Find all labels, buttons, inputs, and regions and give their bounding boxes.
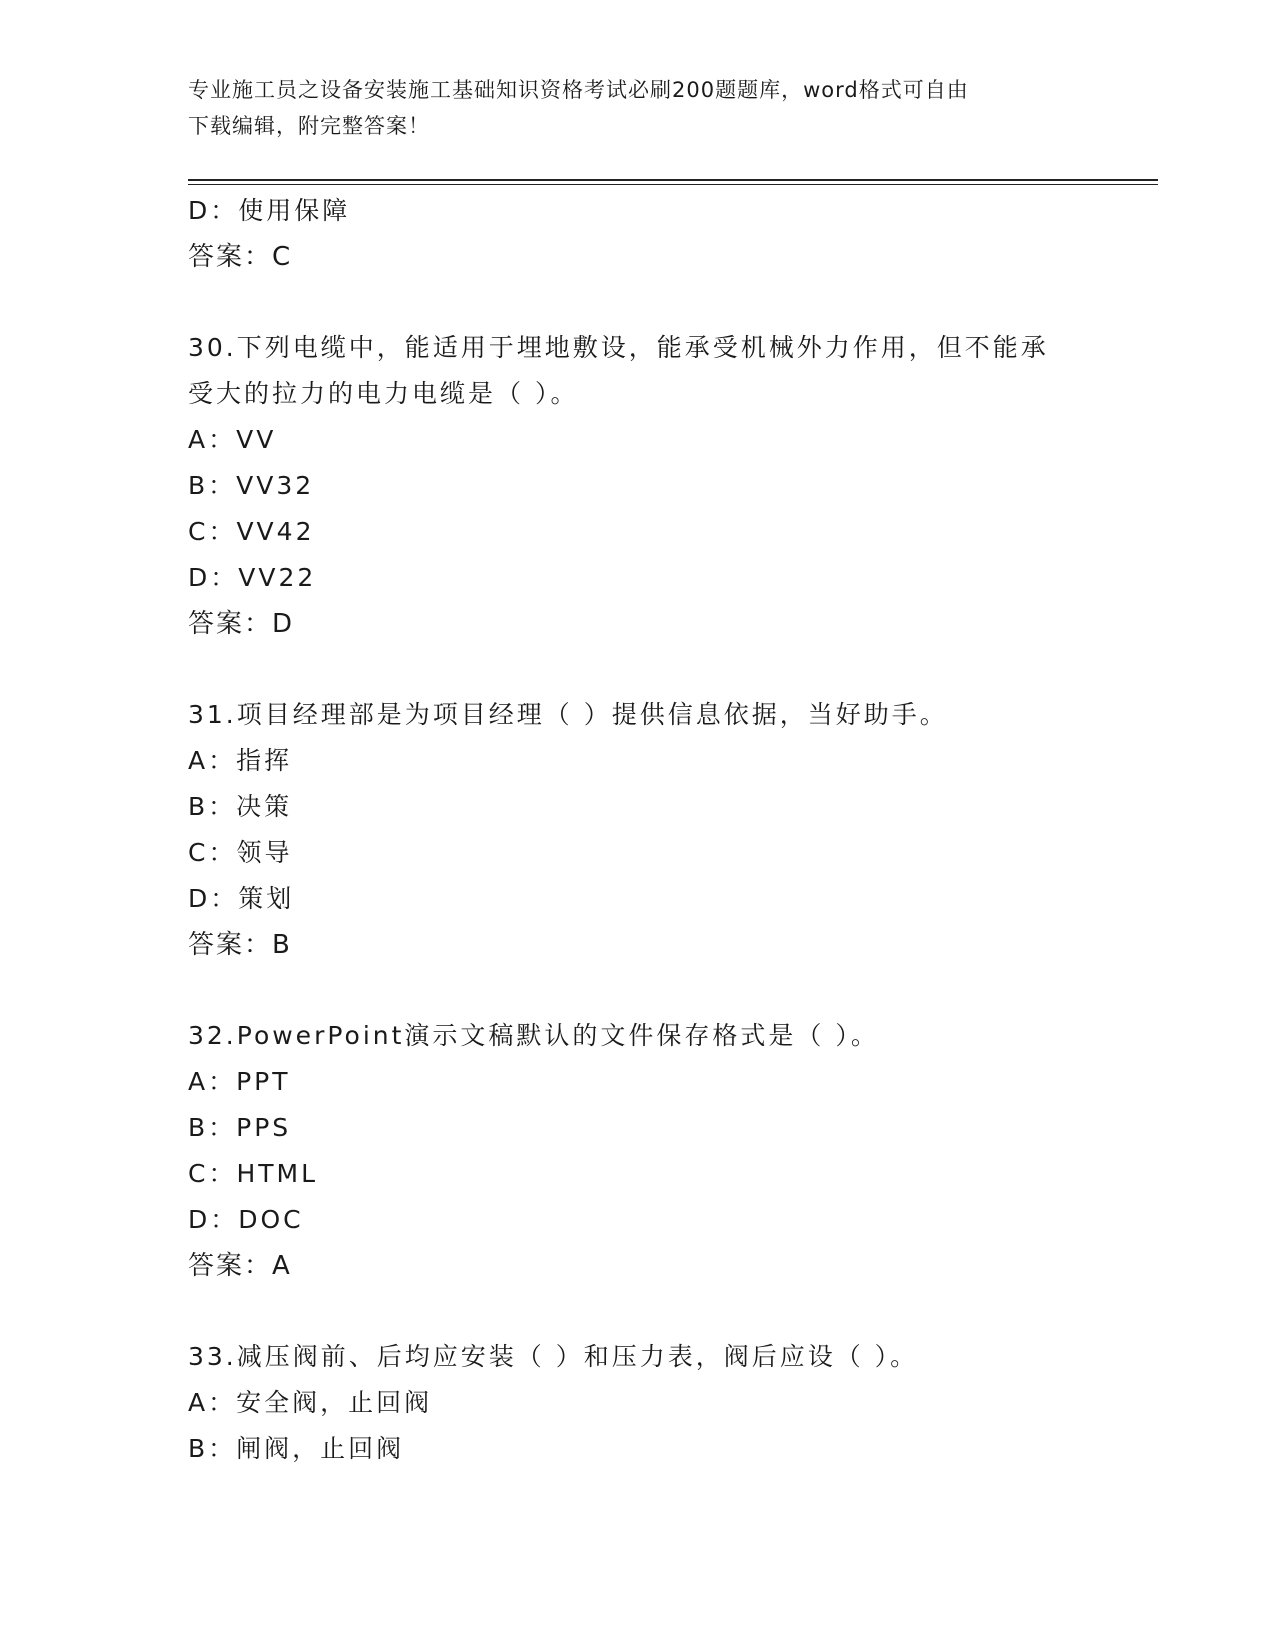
option-d: D：使用保障 (188, 196, 351, 225)
document-body (188, 188, 1148, 1472)
option-a: A：安全阀，止回阀 (188, 1388, 433, 1417)
header-divider (188, 179, 1158, 181)
header-line-1: 专业施工员之设备安装施工基础知识资格考试必刷200题题库，word格式可自由 (188, 78, 969, 102)
question-text: 31.项目经理部是为项目经理（ ）提供信息依据，当好助手。 (188, 700, 948, 729)
option-a: A：指挥 (188, 746, 293, 775)
option-a: A：PPT (188, 1067, 291, 1096)
answer: 答案：B (188, 930, 292, 960)
option-b: B：决策 (188, 792, 293, 821)
option-a: A：VV (188, 425, 277, 454)
question-text-line-2: 受大的拉力的电力电缆是（ ）。 (188, 379, 579, 408)
answer: 答案：D (188, 609, 295, 639)
question-33 (188, 1334, 1148, 1472)
option-d: D：VV22 (188, 563, 317, 592)
answer: 答案：A (188, 1251, 292, 1281)
prev-question (188, 188, 1148, 280)
option-b: B：VV32 (188, 471, 315, 500)
option-b: B：闸阀，止回阀 (188, 1434, 405, 1463)
header-line-2: 下载编辑，附完整答案！ (188, 114, 430, 138)
question-text: 32.PowerPoint演示文稿默认的文件保存格式是（ ）。 (188, 1021, 879, 1050)
option-c: C：领导 (188, 838, 293, 867)
option-c: C：HTML (188, 1159, 319, 1188)
question-30 (188, 325, 1148, 647)
option-b: B：PPS (188, 1113, 292, 1142)
option-c: C：VV42 (188, 517, 315, 546)
option-d: D：策划 (188, 884, 295, 913)
document-header (188, 72, 1088, 144)
question-text-line-1: 30.下列电缆中，能适用于埋地敷设，能承受机械外力作用，但不能承 (188, 333, 1049, 362)
question-32 (188, 1013, 1148, 1289)
question-31 (188, 692, 1148, 968)
option-d: D：DOC (188, 1205, 304, 1234)
question-text: 33.减压阀前、后均应安装（ ）和压力表，阀后应设（ ）。 (188, 1342, 919, 1371)
answer: 答案：C (188, 242, 293, 272)
header-divider-thin (188, 184, 1158, 185)
